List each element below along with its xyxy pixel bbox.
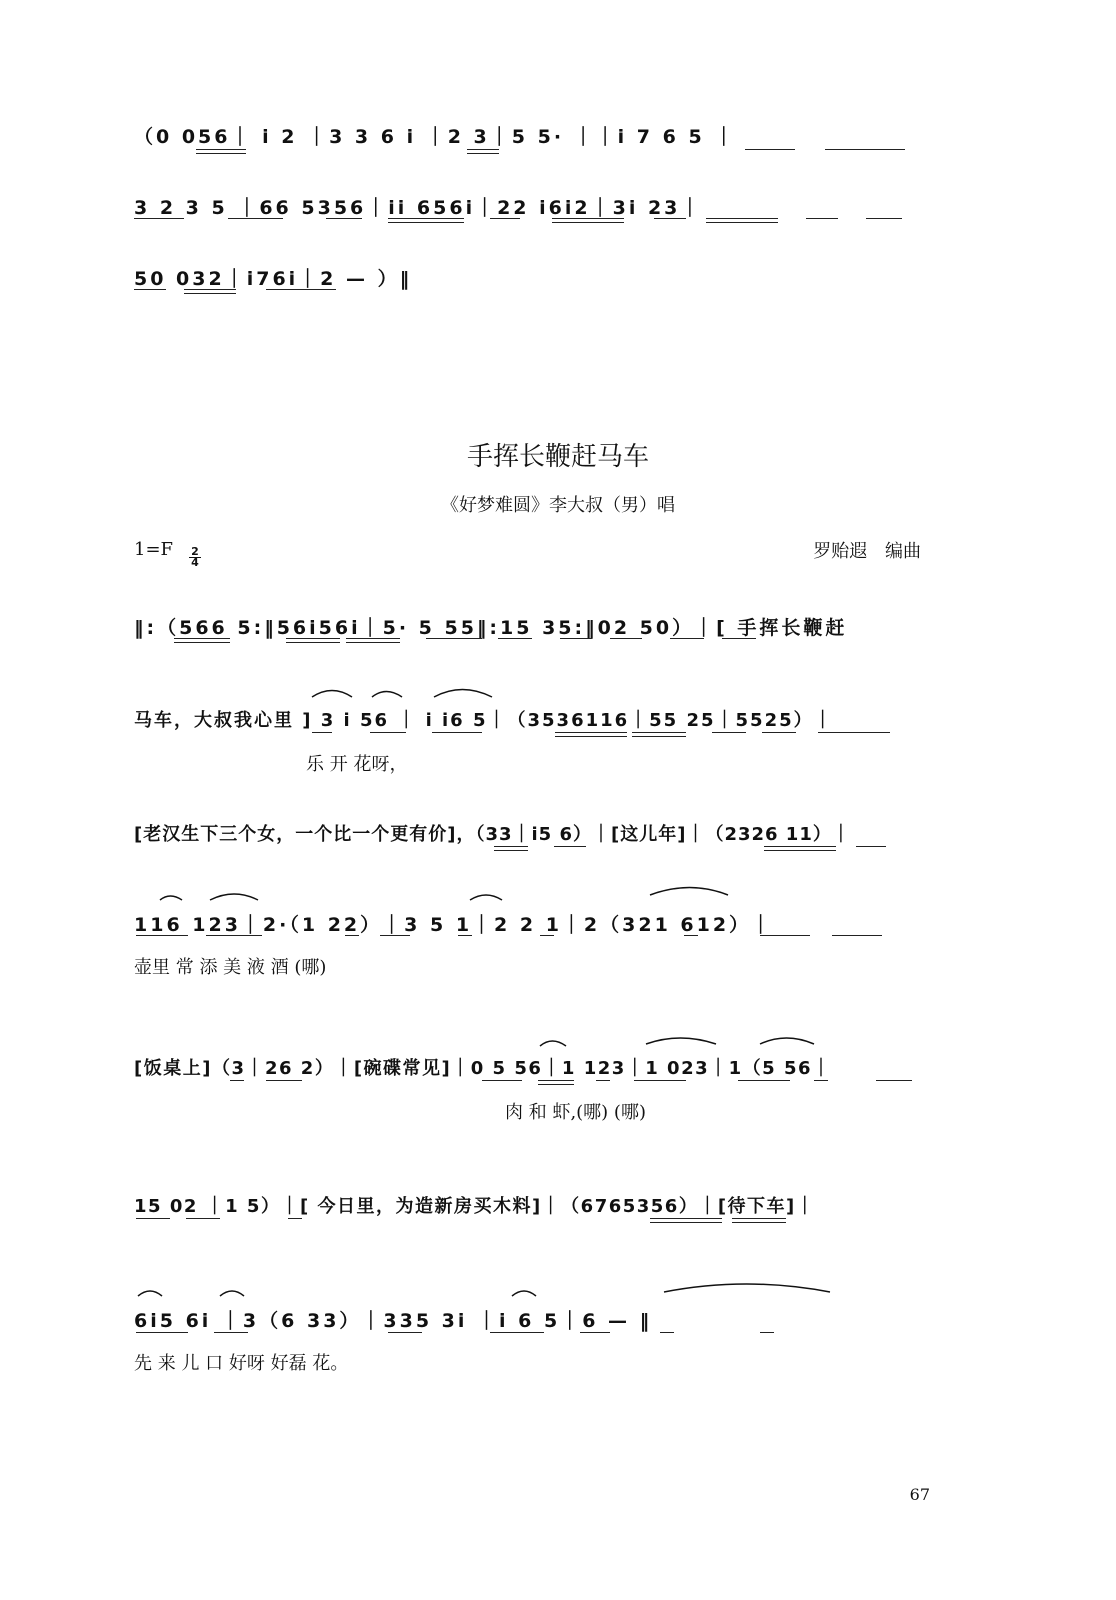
intro-line-2: 3 2 3 5 ｜66 5356｜ii 656i｜22 i6i2｜3i 23｜ bbox=[134, 197, 703, 219]
score-row-4: 116 123｜2·（1 22）｜3 5 1｜2 2 1｜2（321 612）｜ bbox=[134, 914, 774, 936]
lyrics-row-4: 壶里 常 添 美 液 酒 (哪) bbox=[134, 957, 327, 978]
lyrics-row-2: 乐 开 花呀， bbox=[306, 754, 408, 775]
lyrics-row-5: 肉 和 虾,(哪) (哪) bbox=[505, 1102, 646, 1123]
key-signature: 1=F bbox=[134, 539, 174, 560]
score-row-5: [饭桌上]（3｜26 2）｜[碗碟常见]｜0 5 56｜1 123｜1 023｜1（5 56｜ bbox=[134, 1058, 832, 1079]
intro-line-1: （0 056｜ i 2 ｜3 3 6 i ｜2 3｜5 5· ｜｜i 7 6 5 ｜ bbox=[134, 126, 737, 148]
score-row-6: 15 02 ｜1 5）｜[ 今日里，为造新房买木料]｜（6765356）｜[待下车]｜ bbox=[134, 1196, 816, 1217]
lyrics-row-7: 先 来 儿 口 好呀 好磊 花。 bbox=[134, 1353, 349, 1374]
page-number: 67 bbox=[909, 1485, 930, 1504]
song-subtitle: 《好梦难圆》李大叔（男）唱 bbox=[441, 495, 675, 516]
meter-bottom: 4 bbox=[191, 556, 199, 569]
composer: 罗贻遐 编曲 bbox=[813, 541, 921, 562]
intro-line-3: 50 032｜i76i｜2 — ）‖ bbox=[134, 268, 413, 290]
score-row-2: 马车，大叔我心里 ] 3 i 56 ｜ i i6 5｜（3536116｜55 25｜5525）｜ bbox=[134, 710, 834, 731]
score-row-3: [老汉生下三个女，一个比一个更有价]，（33｜i5 6）｜[这儿年]｜（2326 11）｜ bbox=[134, 824, 851, 845]
score-row-7: 6i5 6i ｜3（6 33）｜335 3i ｜i 6 5｜6 — ‖ bbox=[134, 1310, 653, 1332]
song-title: 手挥长鞭赶马车 bbox=[466, 442, 649, 472]
meter-top: 2 bbox=[191, 545, 199, 558]
score-row-1: ‖:（566 5:‖56i56i｜5· 5 55‖:15 35:‖02 50）｜[ 手挥长鞭赶 bbox=[134, 617, 848, 639]
